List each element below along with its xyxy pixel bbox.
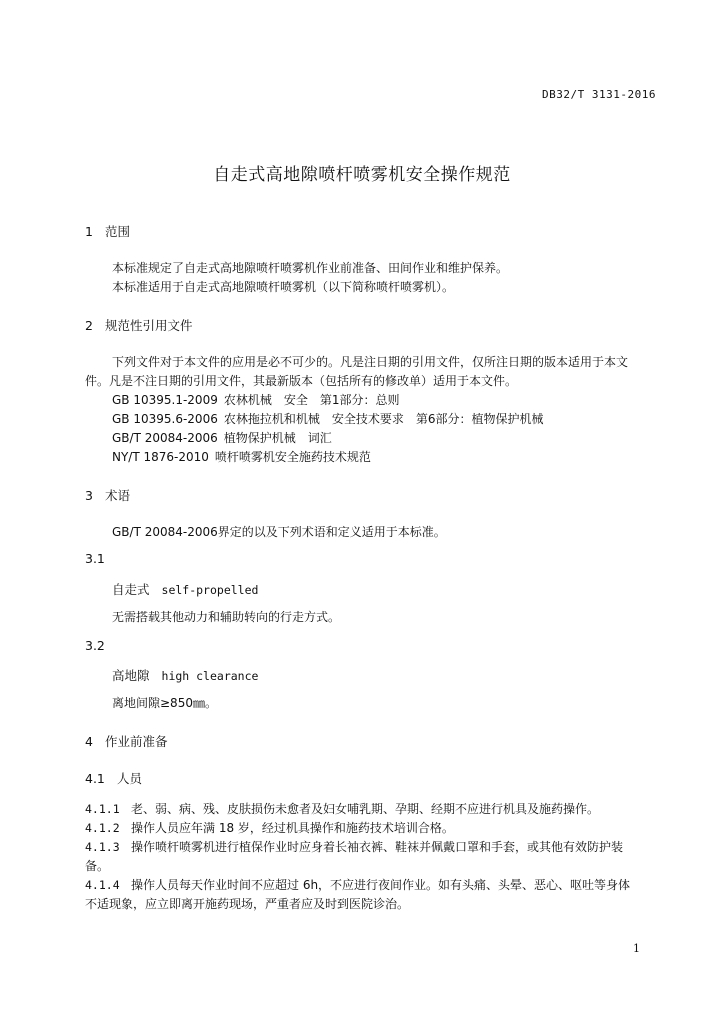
reference-title: 农林拖拉机和机械 安全技术要求 第6部分：植物保护机械 (223, 412, 544, 426)
document-title: 自走式高地隙喷杆喷雾机安全操作规范 (213, 165, 511, 185)
section-number: 3 (85, 488, 93, 503)
section-number: 1 (85, 224, 93, 239)
section-title: 术语 (105, 488, 131, 503)
section-number: 2 (85, 318, 93, 333)
section-1-heading (85, 222, 130, 240)
reference-item (112, 429, 332, 446)
subsection-number: 4.1 (85, 771, 105, 786)
section-4-heading (85, 732, 168, 750)
page-number: 1 (633, 942, 640, 955)
clause-4-1-4 (85, 876, 630, 893)
clause-4-1-2 (85, 819, 454, 836)
term-english: self-propelled (161, 583, 259, 597)
clause-text: 操作人员应年满 18 岁，经过机具操作和施药技术培训合格。 (131, 821, 454, 835)
term-definition: 离地间隙≥850㎜。 (112, 696, 217, 710)
clause-number: 4.1.3 (85, 840, 120, 854)
clause-4-1-1 (85, 800, 599, 817)
section-title: 作业前准备 (105, 734, 168, 749)
section-2-heading (85, 316, 193, 334)
reference-item (112, 391, 399, 408)
section-title: 规范性引用文件 (105, 318, 193, 333)
term-entry (112, 666, 258, 684)
normative-intro-line-1: 下列文件对于本文件的应用是必不可少的。凡是注日期的引用文件，仅所注日期的版本适用于本文 (112, 355, 629, 369)
reference-title: 植物保护机械 词汇 (223, 431, 332, 445)
term-number: 3.2 (85, 638, 105, 653)
reference-item (112, 410, 543, 427)
term-entry (112, 580, 258, 598)
subsection-title: 人员 (117, 771, 143, 786)
terms-intro: GB/T 20084-2006界定的以及下列术语和定义适用于本标准。 (112, 525, 446, 539)
reference-code: GB 10395.1-2009 (112, 393, 218, 407)
clause-number: 4.1.2 (85, 821, 120, 835)
term-chinese: 高地隙 (112, 668, 150, 683)
reference-item (112, 448, 371, 465)
standard-code: DB32/T 3131-2016 (542, 88, 656, 101)
scope-paragraph-1: 本标准规定了自走式高地隙喷杆喷雾机作业前准备、田间作业和维护保养。 (112, 261, 509, 275)
clause-4-1-3 (85, 838, 623, 855)
clause-number: 4.1.1 (85, 802, 120, 816)
term-number: 3.1 (85, 551, 105, 566)
clause-text: 老、弱、病、残、皮肤损伤未愈者及妇女哺乳期、孕期、经期不应进行机具及施药操作。 (131, 802, 600, 816)
normative-intro-line-2: 件。凡是不注日期的引用文件，其最新版本（包括所有的修改单）适用于本文件。 (85, 374, 518, 388)
reference-title: 农林机械 安全 第1部分：总则 (223, 393, 400, 407)
reference-title: 喷杆喷雾机安全施药技术规范 (214, 450, 371, 464)
clause-continuation: 备。 (85, 859, 110, 873)
reference-code: NY/T 1876-2010 (112, 450, 209, 464)
scope-paragraph-2: 本标准适用于自走式高地隙喷杆喷雾机（以下简称喷杆喷雾机）。 (112, 280, 455, 294)
clause-text: 操作喷杆喷雾机进行植保作业时应身着长袖衣裤、鞋袜并佩戴口罩和手套，或其他有效防护装 (131, 840, 624, 854)
clause-text: 操作人员每天作业时间不应超过 6h，不应进行夜间作业。如有头痛、头晕、恶心、呕吐等身体 (131, 878, 631, 892)
clause-continuation: 不适现象，应立即离开施药现场，严重者应及时到医院诊治。 (85, 897, 410, 911)
term-english: high clearance (161, 669, 259, 683)
section-title: 范围 (105, 224, 131, 239)
section-3-heading (85, 486, 130, 504)
reference-code: GB 10395.6-2006 (112, 412, 218, 426)
clause-number: 4.1.4 (85, 878, 120, 892)
section-number: 4 (85, 734, 93, 749)
term-chinese: 自走式 (112, 582, 150, 597)
subsection-4-1-heading (85, 769, 142, 787)
term-definition: 无需搭载其他动力和辅助转向的行走方式。 (112, 610, 341, 624)
reference-code: GB/T 20084-2006 (112, 431, 218, 445)
